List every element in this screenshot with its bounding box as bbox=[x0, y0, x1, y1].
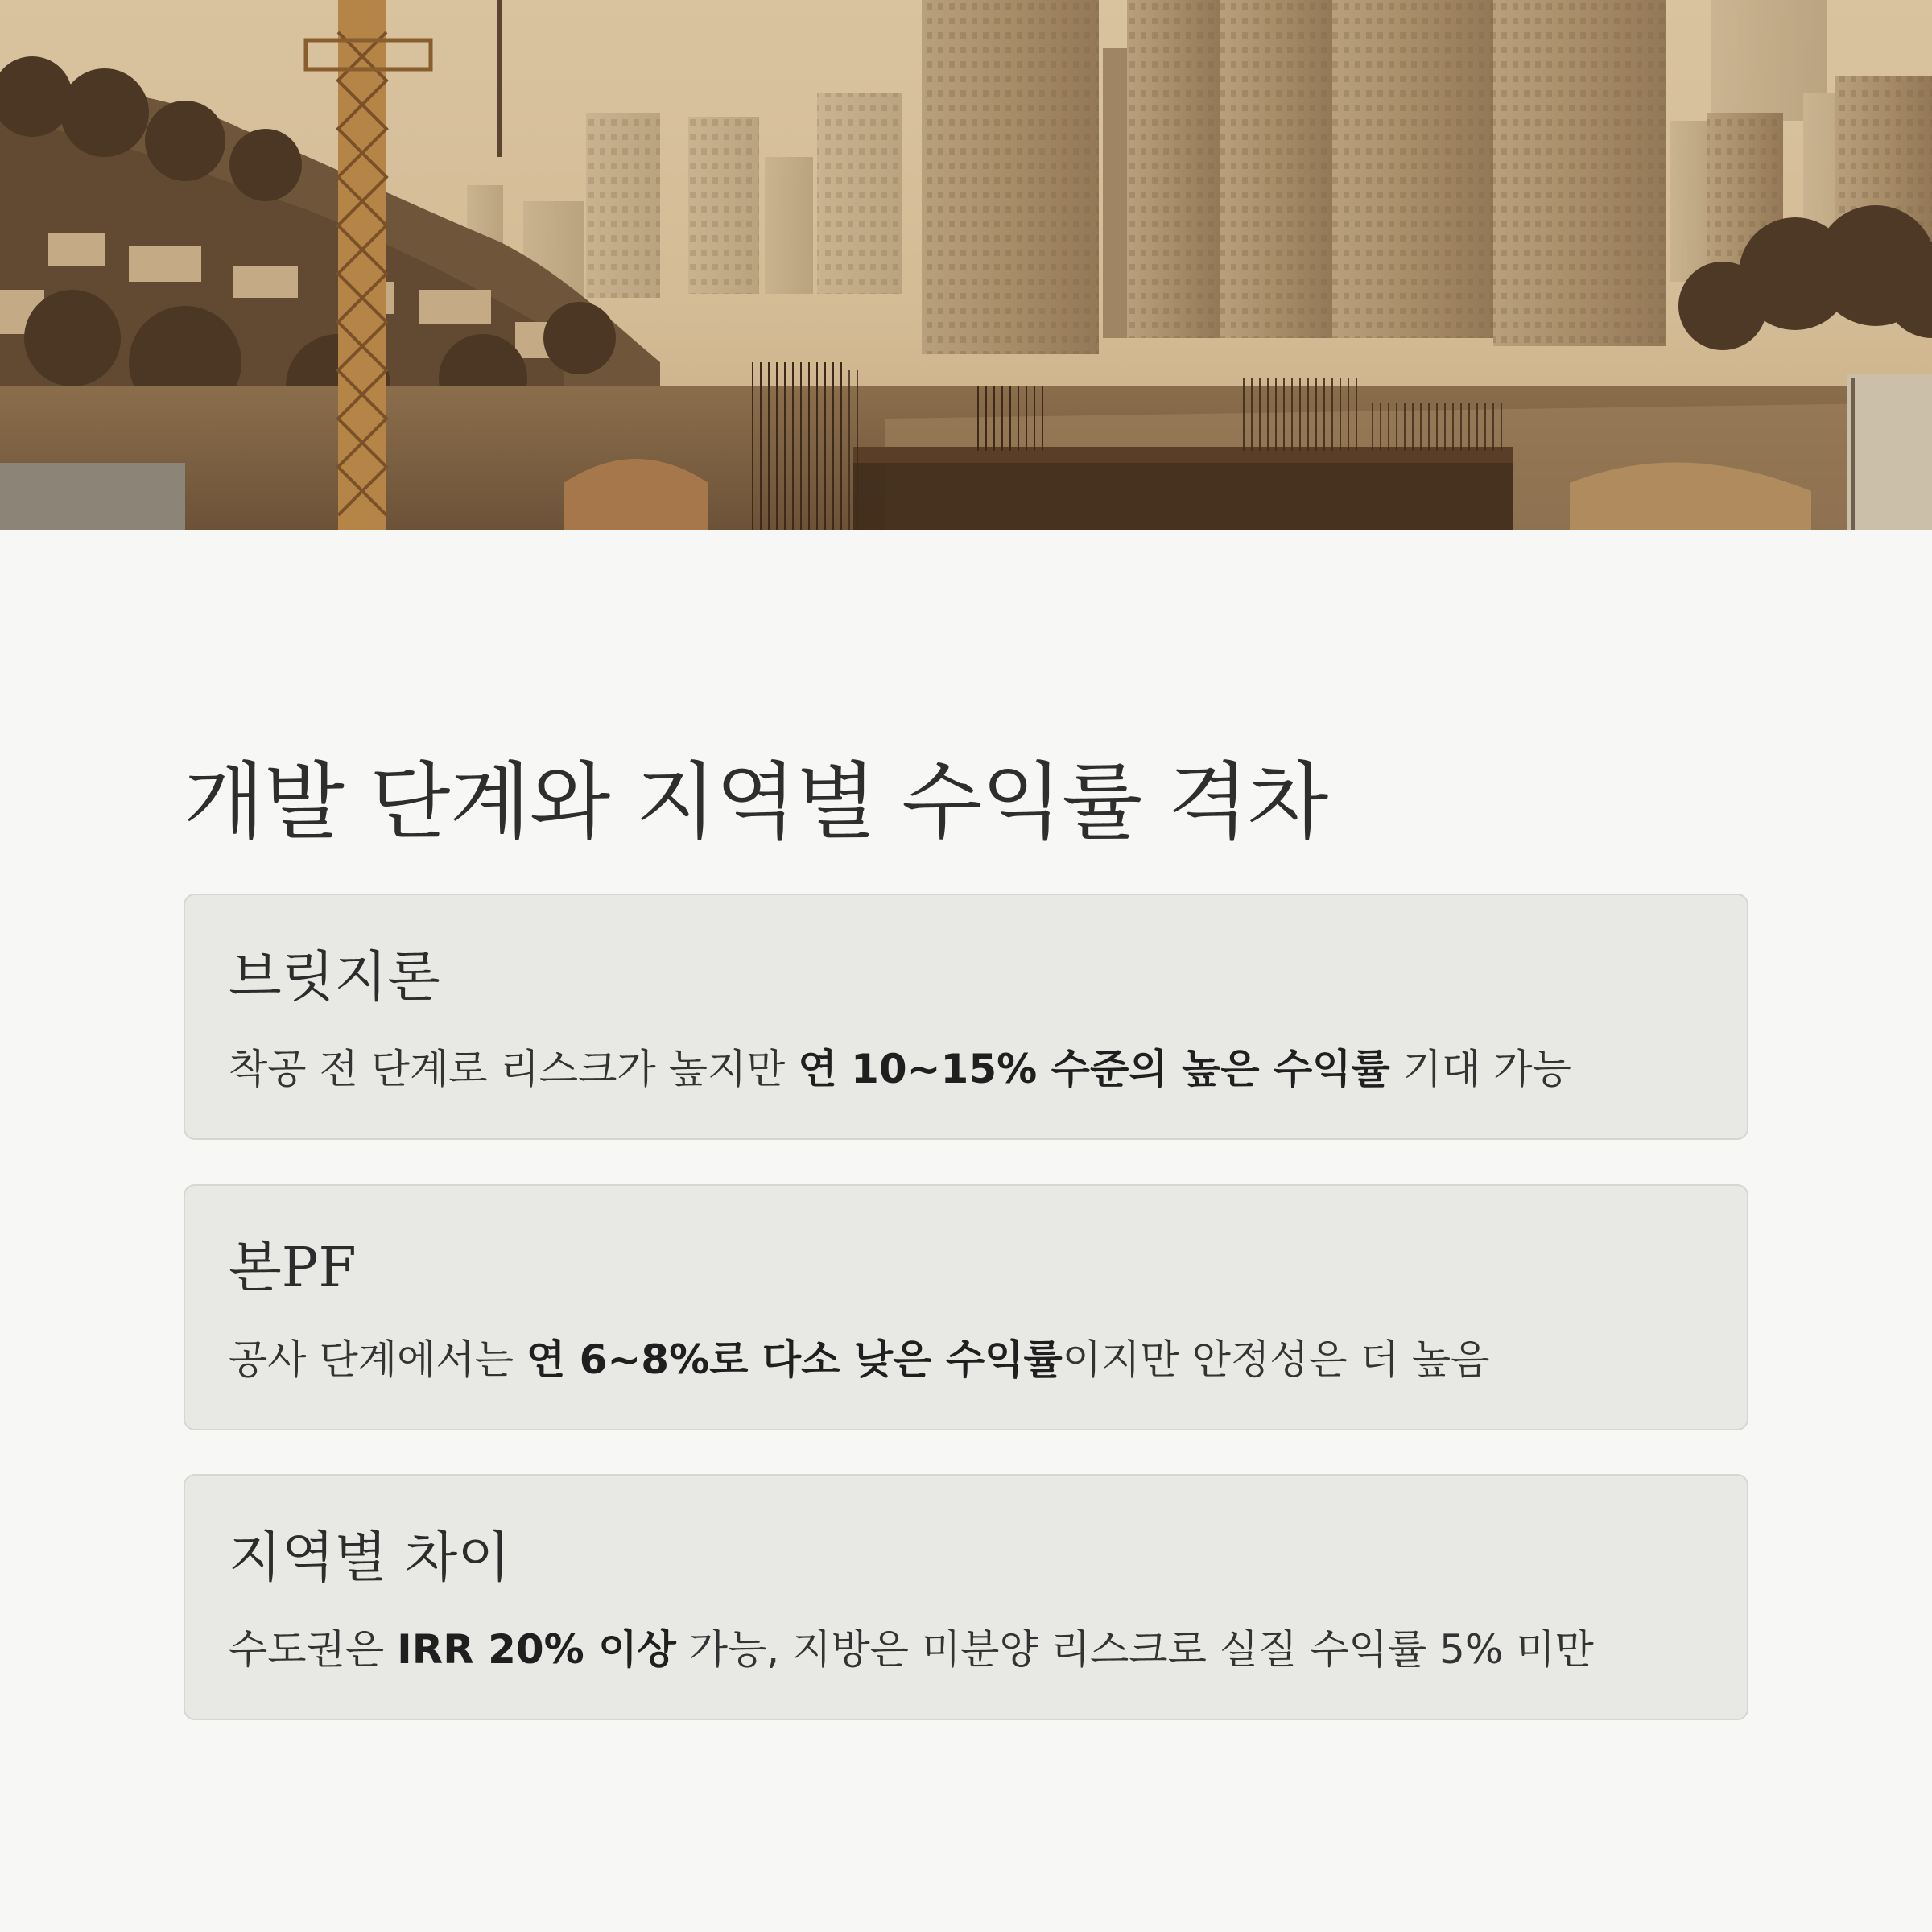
card-text-after: 이지만 안정성은 더 높음 bbox=[1062, 1336, 1490, 1383]
page-title: 개발 단계와 지역별 수익률 격차 bbox=[184, 753, 1328, 851]
card-title: 본PF bbox=[229, 1236, 357, 1300]
info-card-regional-difference bbox=[184, 1474, 1748, 1720]
card-text-highlight: 연 6~8%로 다소 낮은 수익률 bbox=[526, 1336, 1063, 1383]
card-text-highlight: 연 10~15% 수준의 높은 수익률 bbox=[798, 1046, 1390, 1092]
card-title: 지역별 차이 bbox=[229, 1526, 511, 1590]
card-text-before: 착공 전 단계로 리스크가 높지만 bbox=[229, 1046, 799, 1092]
card-text-after: 가능, 지방은 미분양 리스크로 실질 수익률 5% 미만 bbox=[675, 1626, 1594, 1673]
card-title: 브릿지론 bbox=[229, 946, 440, 1009]
card-text-before: 수도권은 bbox=[229, 1626, 398, 1673]
info-card-bridge-loan bbox=[184, 894, 1748, 1140]
card-description bbox=[229, 1037, 1571, 1095]
card-description bbox=[229, 1617, 1594, 1675]
card-text-after: 기대 가능 bbox=[1389, 1046, 1571, 1092]
card-description bbox=[229, 1327, 1489, 1385]
info-card-main-pf bbox=[184, 1184, 1748, 1430]
construction-cityscape-illustration bbox=[0, 0, 1932, 530]
card-text-before: 공사 단계에서는 bbox=[229, 1336, 526, 1383]
hero-image bbox=[0, 0, 1932, 530]
card-text-highlight: IRR 20% 이상 bbox=[397, 1626, 676, 1673]
